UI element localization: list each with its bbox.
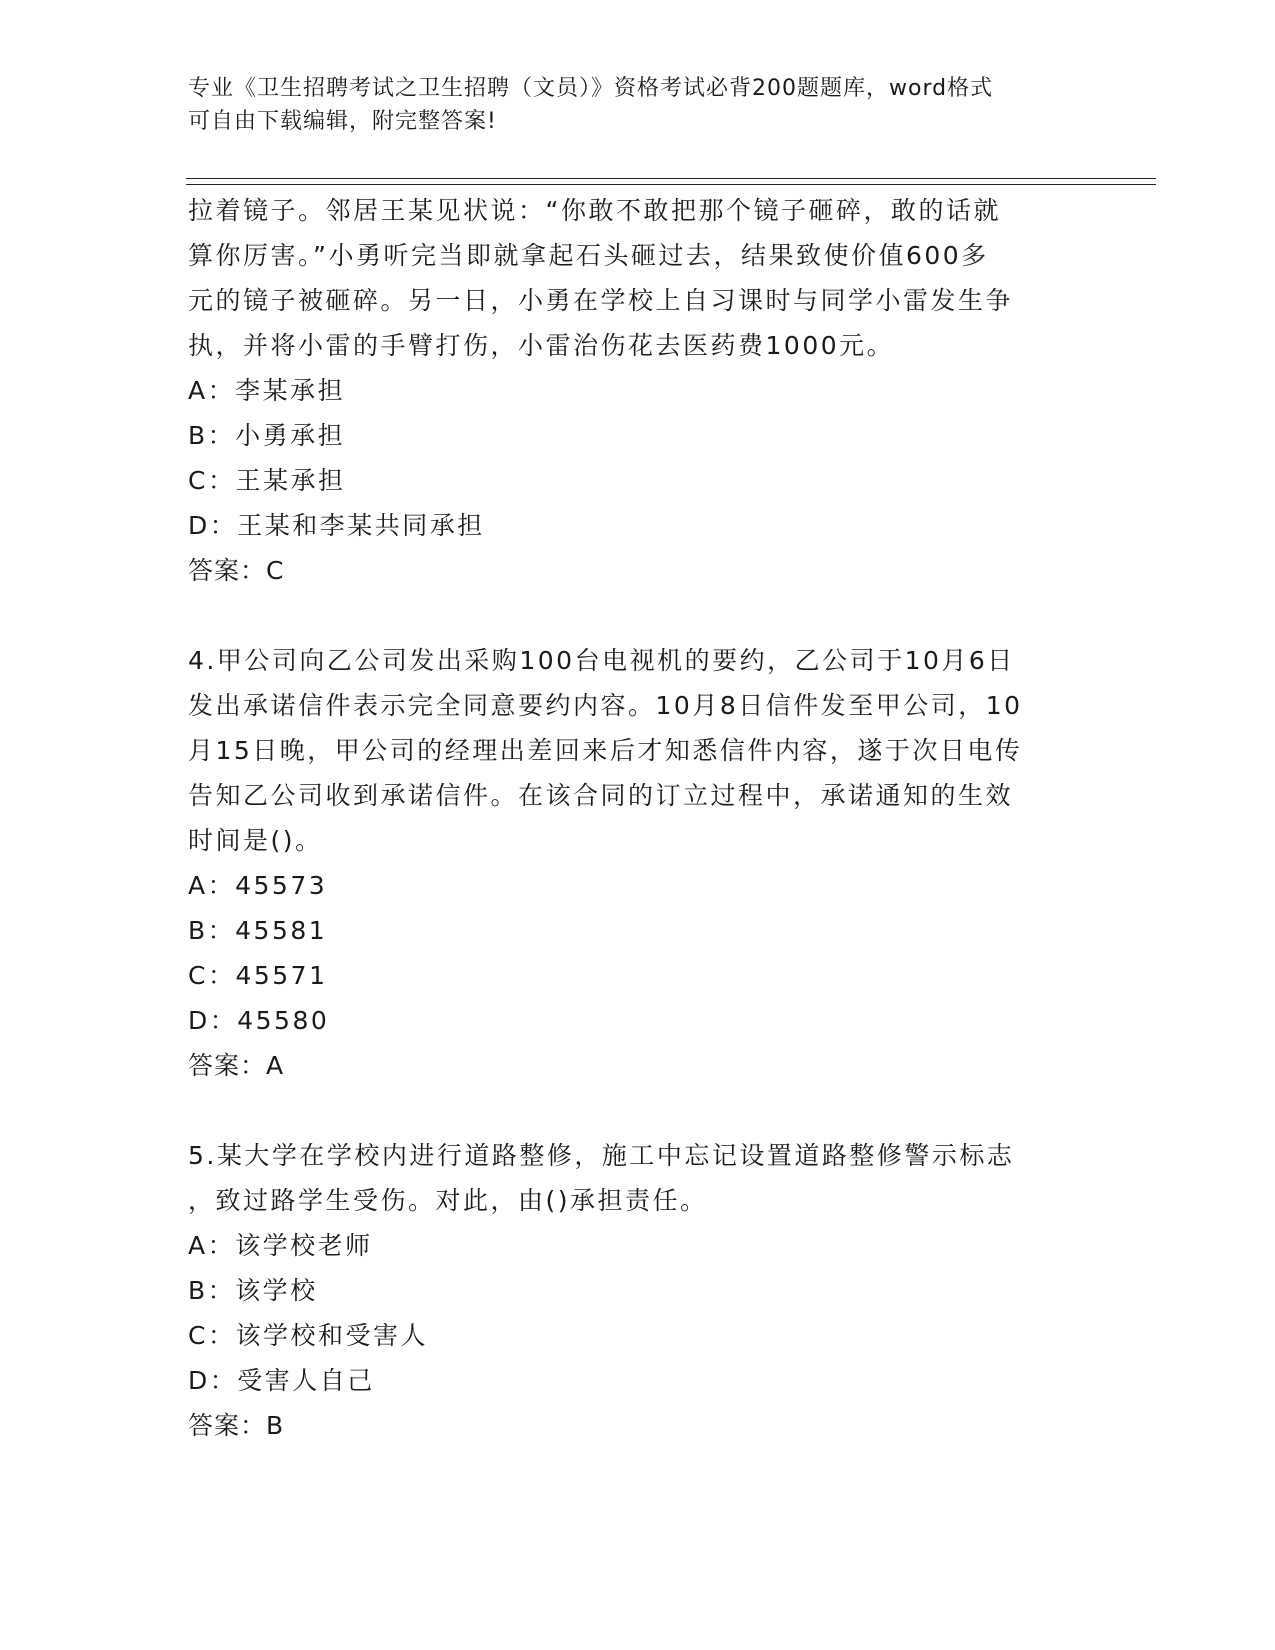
- question-5-stem-line: 5.某大学在学校内进行道路整修，施工中忘记设置道路整修警示标志: [188, 1141, 1015, 1170]
- question-3-stem-line: 拉着镜子。邻居王某见状说：“你敢不敢把那个镜子砸碎，敢的话就: [188, 196, 1001, 225]
- question-3-option-a: A：李某承担: [188, 376, 346, 405]
- question-3-option-b: B：小勇承担: [188, 421, 346, 450]
- question-3-stem-line: 执，并将小雷的手臂打伤，小雷治伤花去医药费1000元。: [188, 331, 895, 360]
- header-title-line-1: 专业《卫生招聘考试之卫生招聘（文员）》资格考试必背200题题库，word格式: [188, 76, 994, 101]
- header-divider-bottom: [186, 184, 1156, 185]
- question-5-option-a: A：该学校老师: [188, 1231, 373, 1260]
- question-4-option-c: C：45571: [188, 961, 328, 990]
- question-4-stem-line: 告知乙公司收到承诺信件。在该合同的订立过程中，承诺通知的生效: [188, 781, 1014, 810]
- question-5-answer: 答案：B: [188, 1411, 285, 1440]
- question-spacer: [188, 593, 1068, 638]
- question-5-stem-line: ，致过路学生受伤。对此，由()承担责任。: [188, 1186, 708, 1215]
- question-4-stem-line: 时间是()。: [188, 826, 323, 855]
- question-5: [188, 1133, 1068, 1448]
- question-4-stem-line: 发出承诺信件表示完全同意要约内容。10月8日信件发至甲公司，10: [188, 691, 1023, 720]
- question-list: [188, 188, 1068, 1448]
- question-5-option-b: B：该学校: [188, 1276, 318, 1305]
- question-4: [188, 638, 1068, 1088]
- question-3-stem-line: 算你厉害。”小勇听完当即就拿起石头砸过去，结果致使价值600多: [188, 241, 989, 270]
- document-header: [188, 72, 1068, 138]
- question-spacer: [188, 1088, 1068, 1133]
- question-4-answer: 答案：A: [188, 1051, 285, 1080]
- question-5-option-c: C：该学校和受害人: [188, 1321, 428, 1350]
- question-3-stem-line: 元的镜子被砸碎。另一日，小勇在学校上自习课时与同学小雷发生争: [188, 286, 1014, 315]
- question-3: [188, 188, 1068, 593]
- question-4-option-d: D：45580: [188, 1006, 330, 1035]
- question-5-option-d: D：受害人自己: [188, 1366, 375, 1395]
- question-4-stem-line: 4.甲公司向乙公司发出采购100台电视机的要约，乙公司于10月6日: [188, 646, 1015, 675]
- header-divider-top: [186, 178, 1156, 179]
- question-4-stem-line: 月15日晚，甲公司的经理出差回来后才知悉信件内容，遂于次日电传: [188, 736, 1023, 765]
- question-4-option-b: B：45581: [188, 916, 328, 945]
- question-3-option-c: C：王某承担: [188, 466, 346, 495]
- question-3-option-d: D：王某和李某共同承担: [188, 511, 485, 540]
- question-3-answer: 答案：C: [188, 556, 285, 585]
- question-4-option-a: A：45573: [188, 871, 328, 900]
- header-title-line-2: 可自由下载编辑，附完整答案!: [188, 109, 497, 134]
